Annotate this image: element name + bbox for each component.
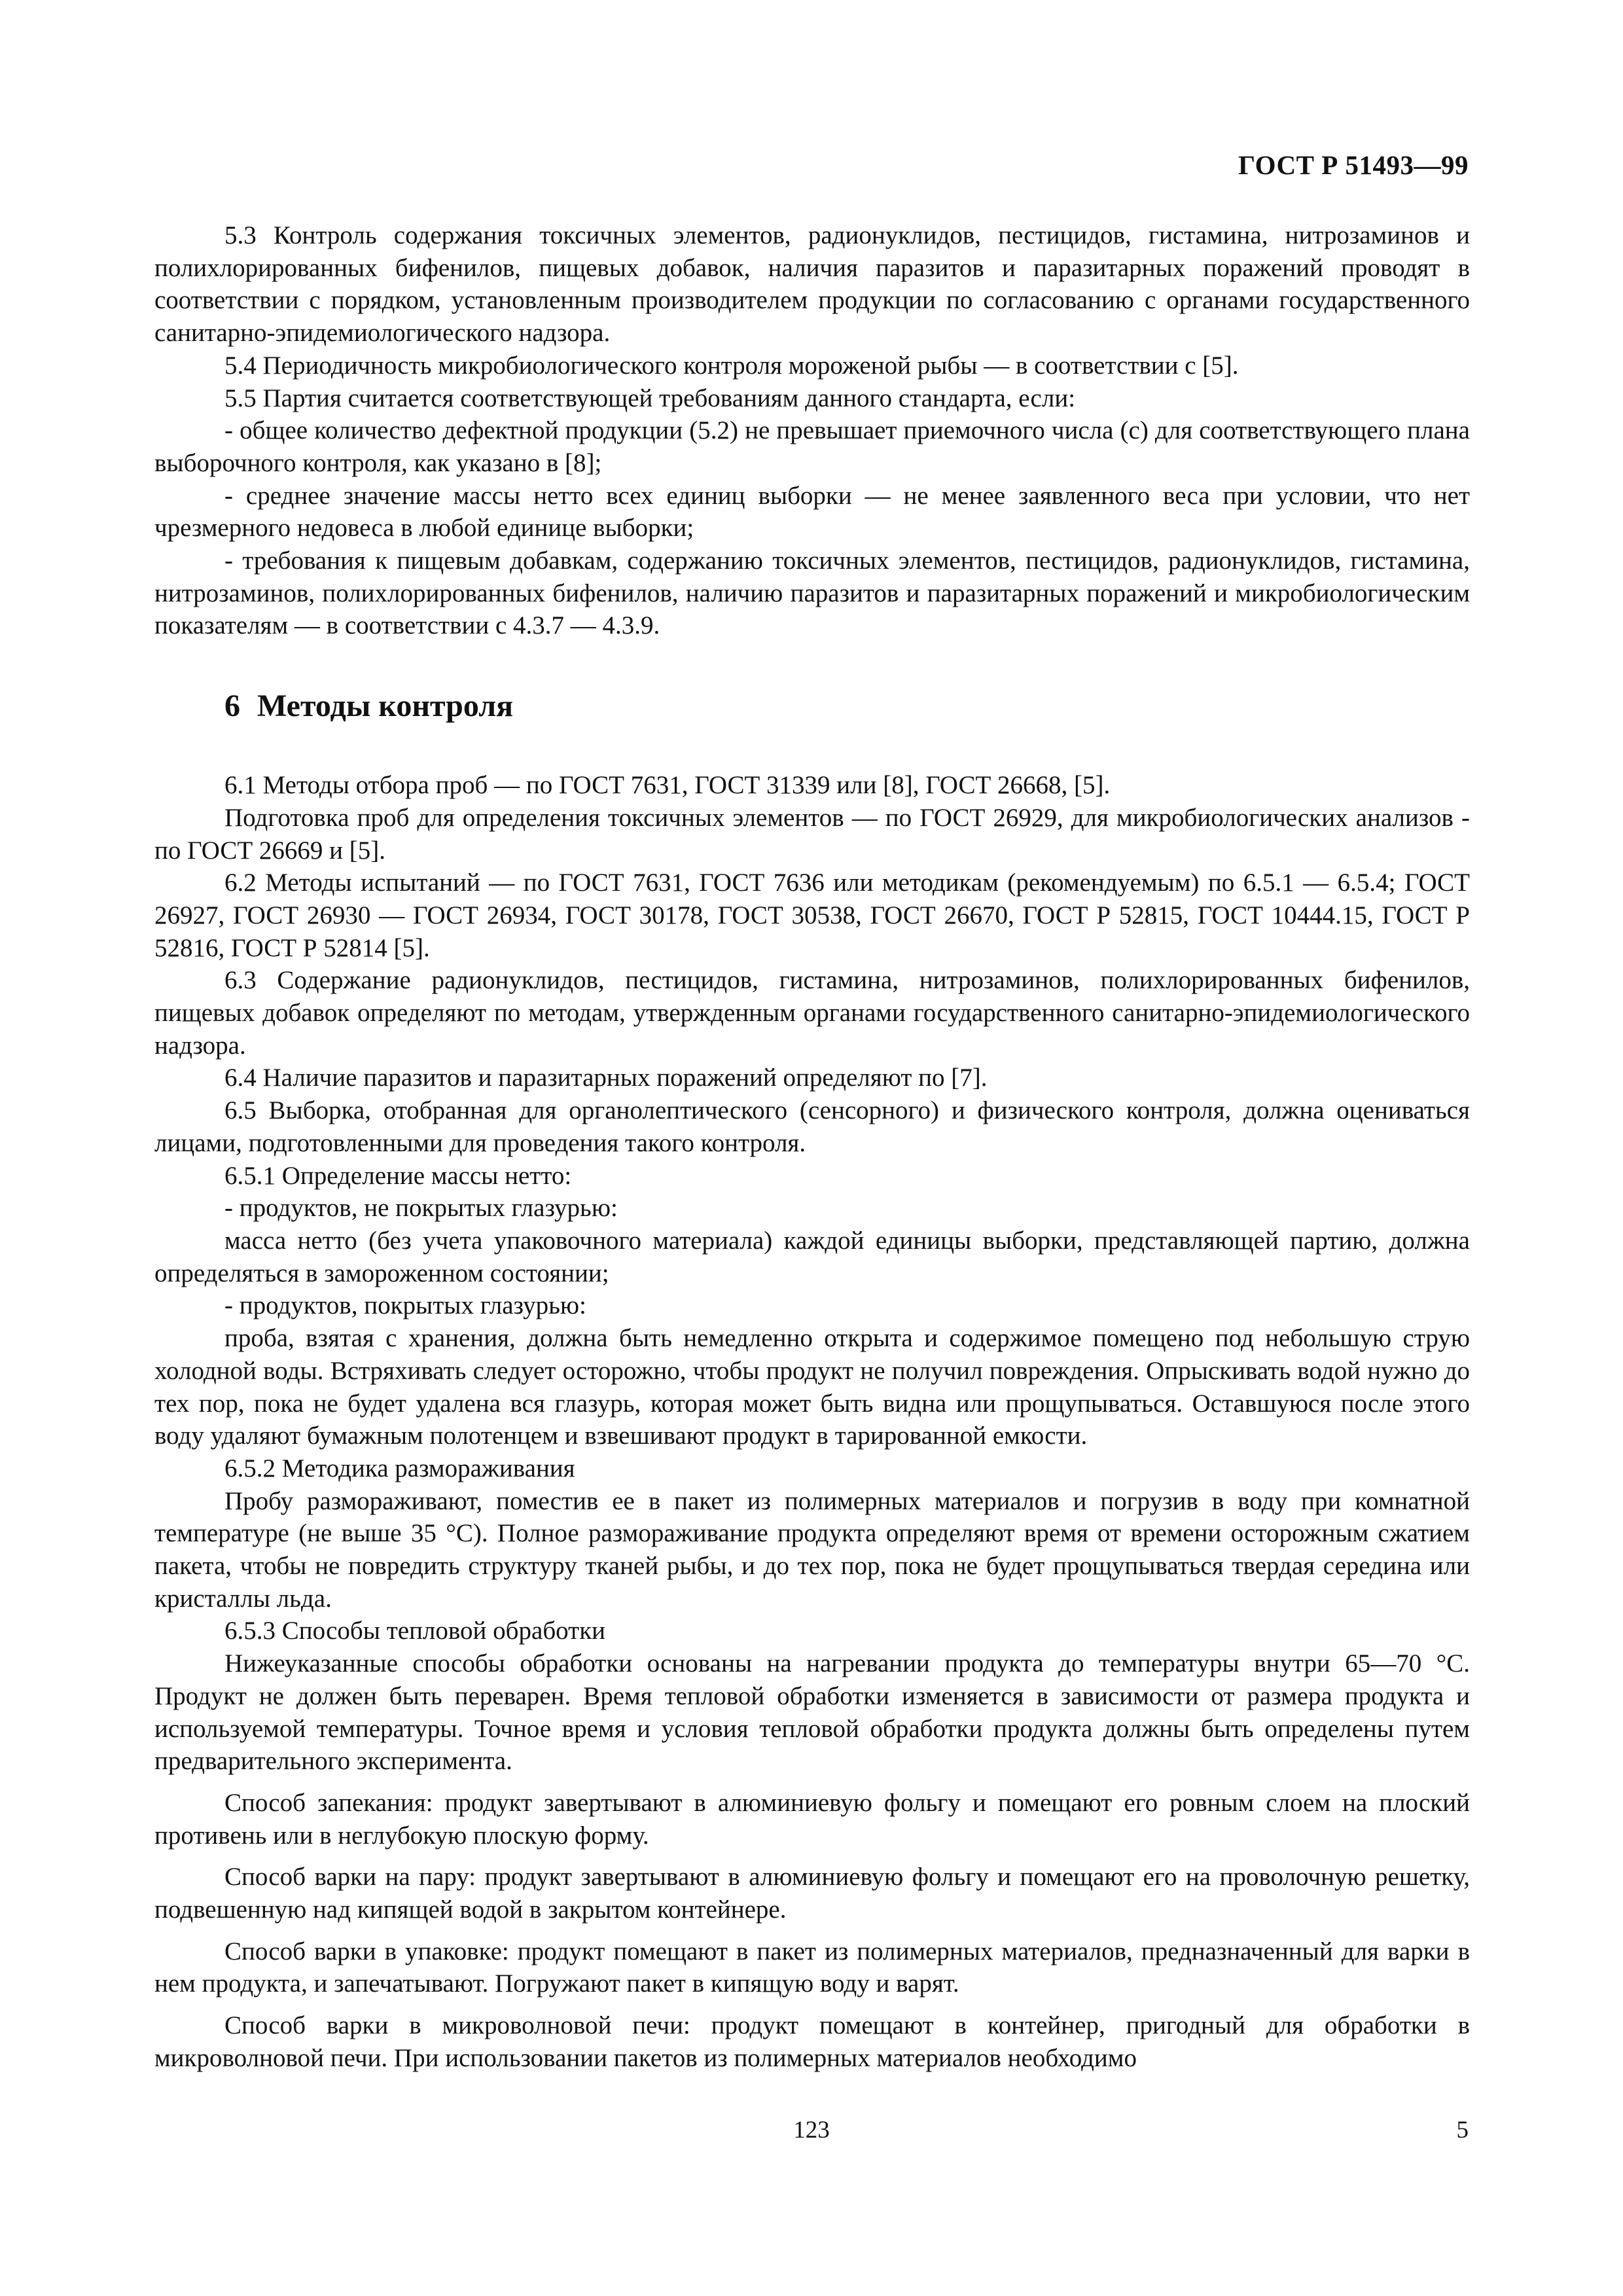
paragraph: масса нетто (без учета упаковочного материала) каждой единицы выборки, представляющей партию, должна определяться в замороженном состоянии; (154, 1226, 1470, 1287)
paragraph-6-5: 6.5 Выборка, отобранная для органолептического (сенсорного) и физического контроля, должна оцениваться лицами, подготовленными для проведения такого контроля. (154, 1096, 1470, 1157)
paragraph-5-3: 5.3 Контроль содержания токсичных элементов, радионуклидов, пестицидов, гистамина, нитрозаминов и полихлорированных бифенилов, пищевых добавок, наличия паразитов и паразитарных поражений проводят в соответствии с порядком, установленным производителем продукции по согласованию с органами государственного санитарно-эпидемиологического надзора. (154, 221, 1470, 348)
paragraph-6-5-2: 6.5.2 Методика размораживания (224, 1454, 575, 1482)
page-number-right: 5 (1456, 2117, 1469, 2144)
paragraph-5-4: 5.4 Периодичность микробиологического контроля мороженой рыбы — в соответствии с [5]. (224, 351, 1239, 380)
paragraph-6-2: 6.2 Методы испытаний — по ГОСТ 7631, ГОСТ 7636 или методикам (рекомендуемым) по 6.5.1 — 6.5.4; ГОСТ 26927, ГОСТ 26930 — ГОСТ 26934, ГОСТ 30178, ГОСТ 30538, ГОСТ 26670, ГОСТ Р 52815, ГОСТ 10444.15, ГОСТ Р 52816, ГОСТ Р 52814 [5]. (154, 869, 1470, 962)
list-item: - продуктов, не покрытых глазурью: (224, 1194, 618, 1223)
page-number-center: 123 (793, 2117, 830, 2144)
paragraph: Подготовка проб для определения токсичных элементов — по ГОСТ 26929, для микробиологических анализов - по ГОСТ 26669 и [5]. (154, 803, 1470, 865)
list-item: - среднее значение массы нетто всех единиц выборки — не менее заявленного веса при условии, что нет чрезмерного недовеса в любой единице выборки; (154, 481, 1470, 543)
section-number: 6 (224, 689, 240, 724)
list-item: - продуктов, покрытых глазурью: (224, 1291, 586, 1320)
paragraph-5-5: 5.5 Партия считается соответствующей требованиям данного стандарта, если: (224, 384, 1076, 412)
list-item: - общее количество дефектной продукции (5.2) не превышает приемочного числа (c) для соответствующего плана выборочного контроля, как указано в [8]; (154, 416, 1470, 477)
paragraph: Способ варки в упаковке: продукт помещают в пакет из полимерных материалов, предназначенный для варки в нем продукта, и запечатывают. Погружают пакет в кипящую воду и варят. (154, 1937, 1470, 1998)
paragraph-6-3: 6.3 Содержание радионуклидов, пестицидов, гистамина, нитрозаминов, полихлорированных бифенилов, пищевых добавок определяют по методам, утвержденным органами государственного санитарно-эпидемиологического надзора. (154, 966, 1470, 1060)
document-body (154, 219, 1470, 2075)
paragraph-6-5-3: 6.5.3 Способы тепловой обработки (224, 1617, 606, 1645)
paragraph: Пробу размораживают, поместив ее в пакет из полимерных материалов и погрузив в воду при комнатной температуре (не выше 35 °С). Полное размораживание продукта определяют время от времени осторожным сжатием пакета, чтобы не повредить структуру тканей рыбы, и до тех пор, пока не будет прощупываться твердая середина или кристаллы льда. (154, 1486, 1470, 1613)
section-title: Методы контроля (257, 689, 514, 724)
paragraph: Нижеуказанные способы обработки основаны на нагревании продукта до температуры внутри 65—70 °С. Продукт не должен быть переварен. Время тепловой обработки изменяется в зависимости от размера продукта и используемой температуры. Точное время и условия тепловой обработки продукта должны быть определены путем предварительного эксперимента. (154, 1649, 1470, 1776)
document-header: ГОСТ Р 51493—99 (1238, 150, 1469, 180)
paragraph-6-4: 6.4 Наличие паразитов и паразитарных поражений определяют по [7]. (224, 1064, 988, 1092)
paragraph-6-1: 6.1 Методы отбора проб — по ГОСТ 7631, ГОСТ 31339 или [8], ГОСТ 26668, [5]. (224, 771, 1111, 800)
paragraph: Способ запекания: продукт завертывают в алюминиевую фольгу и помещают его ровным слоем на плоский противень или в неглубокую плоскую форму. (154, 1788, 1470, 1850)
paragraph-6-5-1: 6.5.1 Определение массы нетто: (224, 1161, 572, 1190)
paragraph: Способ варки в микроволновой печи: продукт помещают в контейнер, пригодный для обработки в микроволновой печи. При использовании пакетов из полимерных материалов необходимо (154, 2011, 1470, 2072)
paragraph: Способ варки на пару: продукт завертывают в алюминиевую фольгу и помещают его на проволочную решетку, подвешенную над кипящей водой в закрытом контейнере. (154, 1863, 1470, 1924)
section-heading (154, 688, 1470, 725)
list-item: - требования к пищевым добавкам, содержанию токсичных элементов, пестицидов, радионуклидов, гистамина, нитрозаминов, полихлорированных бифенилов, наличию паразитов и паразитарных поражений и микробиологическим показателям — в соответствии с 4.3.7 — 4.3.9. (154, 547, 1470, 640)
paragraph: проба, взятая с хранения, должна быть немедленно открыта и содержимое помещено под небольшую струю холодной воды. Встряхивать следует осторожно, чтобы продукт не получил повреждения. Опрыскивать водой нужно до тех пор, пока не будет удалена вся глазурь, которая может быть видна или прощупываться. Оставшуюся после этого воду удаляют бумажным полотенцем и взвешивают продукт в тарированной емкости. (154, 1324, 1470, 1450)
